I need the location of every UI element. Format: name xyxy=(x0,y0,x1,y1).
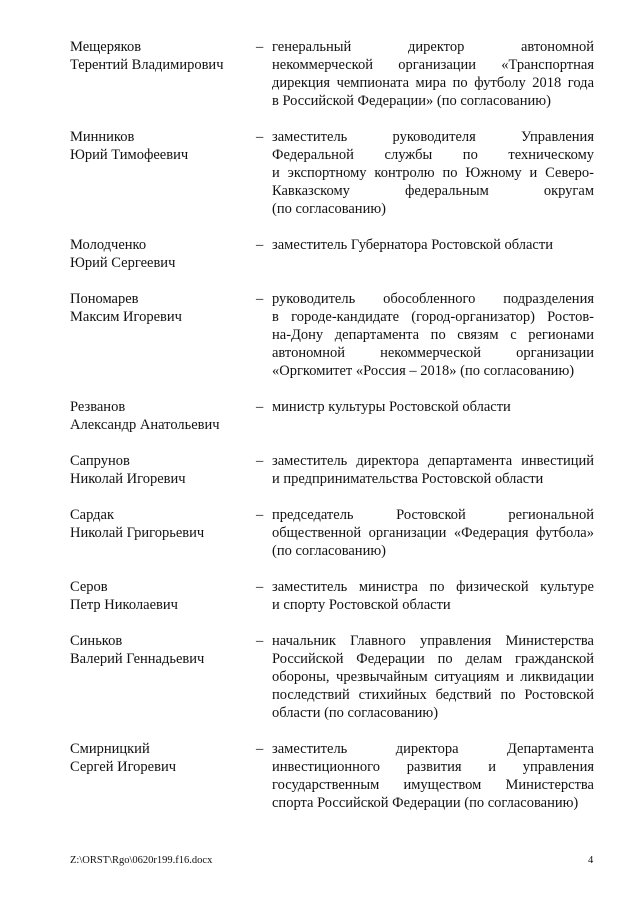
dash: – xyxy=(256,237,264,253)
role-line: и предпринимательства Ростовской области xyxy=(272,471,544,487)
role-line: автономной некоммерческой организации xyxy=(272,345,594,361)
given-names: Николай Игоревич xyxy=(70,471,186,487)
role-line: последствий стихийных бедствий по Ростовской xyxy=(272,687,594,703)
member-role xyxy=(272,578,594,614)
role-line: и спорту Ростовской области xyxy=(272,597,451,613)
member-name xyxy=(70,398,250,434)
role-line: заместитель директора департамента инвестиций xyxy=(272,453,594,469)
role-line: министр культуры Ростовской области xyxy=(272,399,511,415)
member-name xyxy=(70,236,250,272)
member-name xyxy=(70,38,250,74)
member-name xyxy=(70,740,250,776)
member-role xyxy=(272,740,594,812)
role-line: заместитель директора Департамента xyxy=(272,741,594,757)
given-names: Сергей Игоревич xyxy=(70,759,177,775)
role-line: (по согласованию) xyxy=(272,201,386,217)
given-names: Александр Анатольевич xyxy=(70,417,220,433)
member-role xyxy=(272,236,594,254)
role-line: государственным имуществом Министерства xyxy=(272,777,594,793)
role-line: на-Дону департамента по связям с регионами xyxy=(272,327,594,343)
surname: Синьков xyxy=(70,633,123,649)
member-name xyxy=(70,290,250,326)
dash: – xyxy=(256,741,264,757)
role-line: инвестиционного развития и управления xyxy=(272,759,594,775)
given-names: Терентий Владимирович xyxy=(70,57,224,73)
role-line: Российской Федерации по делам гражданской xyxy=(272,651,594,667)
surname: Пономарев xyxy=(70,291,139,307)
member-role xyxy=(272,38,594,110)
member-name xyxy=(70,506,250,542)
member-name xyxy=(70,578,250,614)
file-path-footer: Z:\ORST\Rgo\0620r199.f16.docx xyxy=(70,855,213,866)
surname: Сапрунов xyxy=(70,453,130,469)
role-line: Кавказскому федеральным округам xyxy=(272,183,594,199)
role-line: заместитель министра по физической культуре xyxy=(272,579,594,595)
surname: Молодченко xyxy=(70,237,147,253)
role-line: генеральный директор автономной xyxy=(272,39,594,55)
role-line: спорта Российской Федерации (по согласованию) xyxy=(272,795,579,811)
given-names: Петр Николаевич xyxy=(70,597,178,613)
given-names: Николай Григорьевич xyxy=(70,525,205,541)
dash: – xyxy=(256,453,264,469)
surname: Смирницкий xyxy=(70,741,150,757)
member-role xyxy=(272,632,594,722)
page-number: 4 xyxy=(588,855,594,866)
dash: – xyxy=(256,399,264,415)
role-line: общественной организации «Федерация футбола» xyxy=(272,525,594,541)
role-line: в городе-кандидате (город-организатор) Ростов- xyxy=(272,309,594,325)
dash: – xyxy=(256,633,264,649)
member-name xyxy=(70,632,250,668)
role-line: председатель Ростовской региональной xyxy=(272,507,594,523)
role-line: заместитель Губернатора Ростовской области xyxy=(272,237,553,253)
given-names: Валерий Геннадьевич xyxy=(70,651,205,667)
role-line: начальник Главного управления Министерства xyxy=(272,633,594,649)
role-line: заместитель руководителя Управления xyxy=(272,129,594,145)
member-role xyxy=(272,128,594,218)
surname: Сардак xyxy=(70,507,115,523)
dash: – xyxy=(256,507,264,523)
role-line: Федеральной службы по техническому xyxy=(272,147,594,163)
given-names: Юрий Сергеевич xyxy=(70,255,176,271)
member-role xyxy=(272,290,594,380)
member-role xyxy=(272,506,594,560)
given-names: Максим Игоревич xyxy=(70,309,182,325)
member-role xyxy=(272,398,594,416)
surname: Резванов xyxy=(70,399,126,415)
role-line: «Оргкомитет «Россия – 2018» (по согласованию) xyxy=(272,363,575,379)
role-line: дирекция чемпионата мира по футболу 2018 года xyxy=(272,75,594,91)
given-names: Юрий Тимофеевич xyxy=(70,147,189,163)
member-role xyxy=(272,452,594,488)
role-line: в Российской Федерации» (по согласованию) xyxy=(272,93,551,109)
role-line: области (по согласованию) xyxy=(272,705,439,721)
dash: – xyxy=(256,579,264,595)
surname: Серов xyxy=(70,579,108,595)
role-line: некоммерческой организации «Транспортная xyxy=(272,57,594,73)
role-line: и экспортному контролю по Южному и Северо- xyxy=(272,165,594,181)
dash: – xyxy=(256,39,264,55)
dash: – xyxy=(256,129,264,145)
member-name xyxy=(70,452,250,488)
role-line: руководитель обособленного подразделения xyxy=(272,291,594,307)
surname: Минников xyxy=(70,129,135,145)
role-line: обороны, чрезвычайным ситуациям и ликвидации xyxy=(272,669,594,685)
role-line: (по согласованию) xyxy=(272,543,386,559)
dash: – xyxy=(256,291,264,307)
surname: Мещеряков xyxy=(70,39,142,55)
member-name xyxy=(70,128,250,164)
